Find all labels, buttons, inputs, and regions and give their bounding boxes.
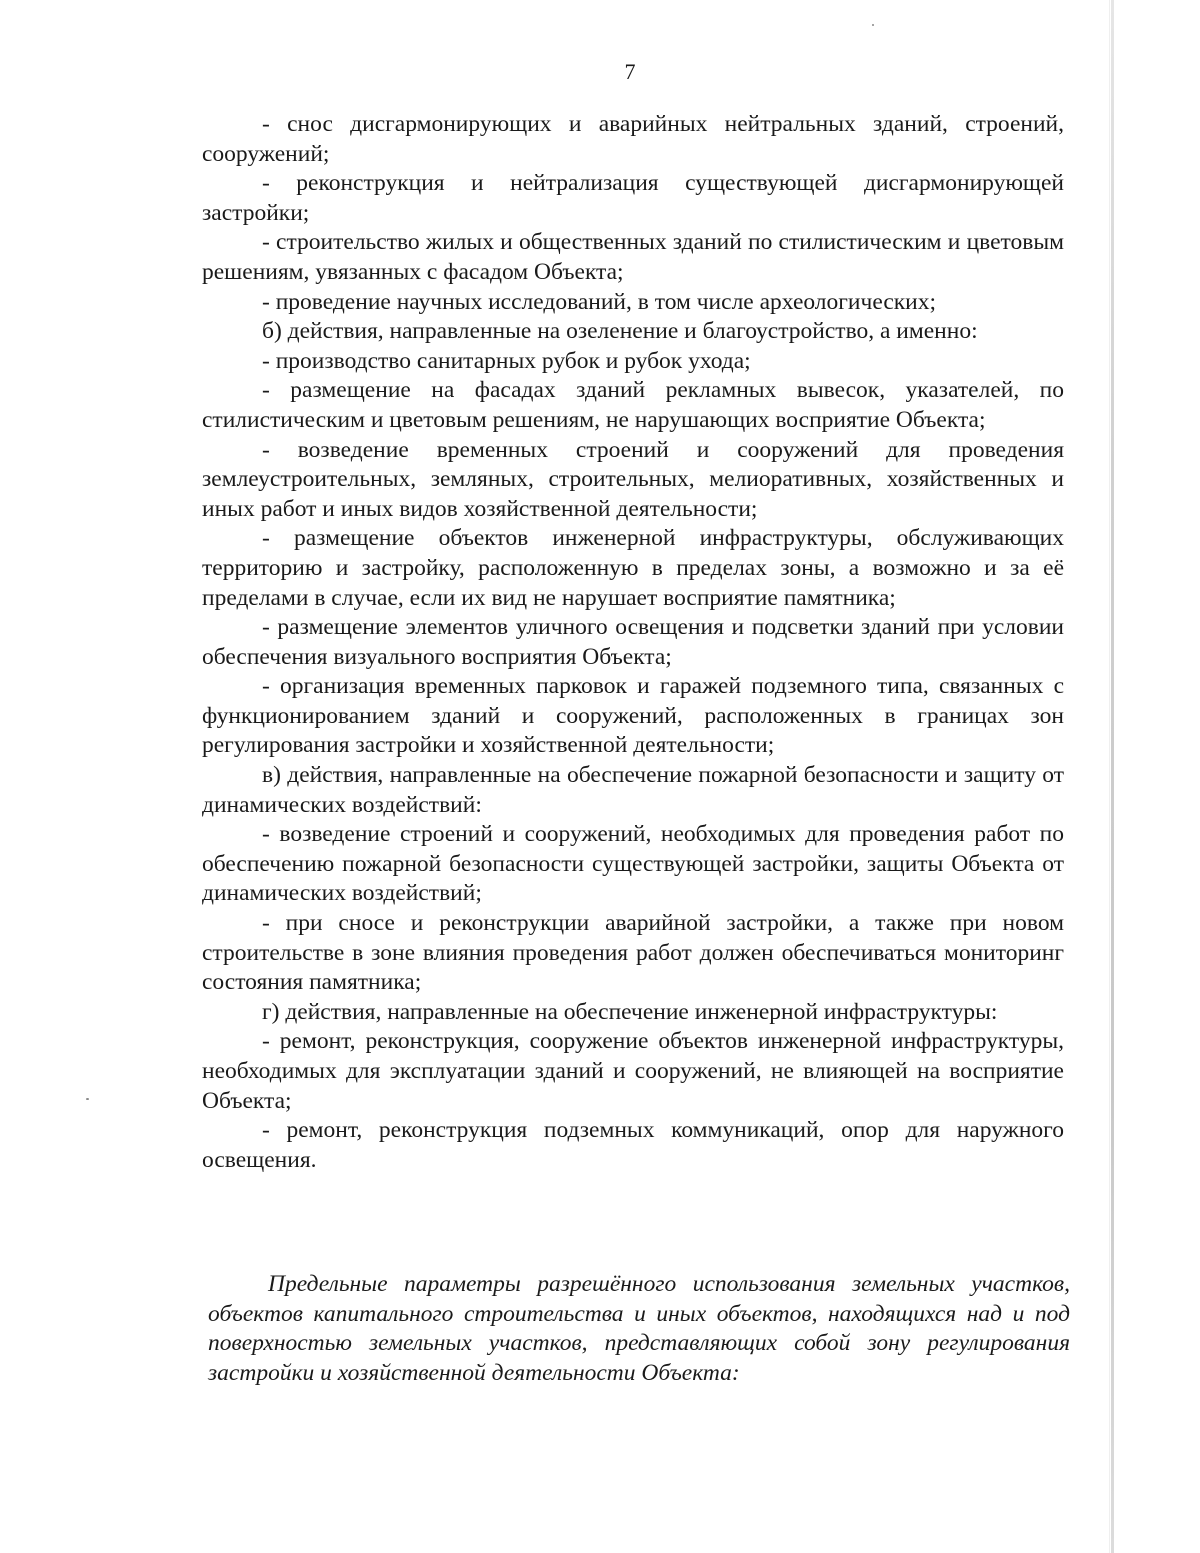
section-heading: Предельные параметры разрешённого использования земельных участков, объектов капитального строительства и иных объектов, находящихся над и под поверхностью земельных участков, представляющих собой зону регулирования застройки и хозяйственной деятельности Объекта: <box>208 1271 1070 1386</box>
list-item: - производство санитарных рубок и рубок ухода; <box>262 347 751 374</box>
list-item: - возведение временных строений и сооружений для проведения землеустроительных, земляных, строительных, мелиоративных, хозяйственных и иных работ и иных видов хозяйственной деятельности; <box>202 436 1064 522</box>
list-item: - проведение научных исследований, в том числе археологических; <box>262 288 937 315</box>
subsection-item: в) действия, направленные на обеспечение пожарной безопасности и защиту от динамических воздействий: <box>202 762 1064 818</box>
list-item: - снос дисгармонирующих и аварийных нейтральных зданий, строений, сооружений; <box>202 111 1064 167</box>
scan-edge-shadow <box>1109 0 1110 1553</box>
scan-speck <box>86 1098 89 1100</box>
page-number: 7 <box>624 59 636 84</box>
subsection-item: г) действия, направленные на обеспечение инженерной инфраструктуры: <box>262 998 998 1025</box>
list-item: - организация временных парковок и гаражей подземного типа, связанных с функционированием зданий и сооружений, расположенных в границах зон регулирования застройки и хозяйственной деятельности; <box>202 673 1064 759</box>
list-item: - реконструкция и нейтрализация существующей дисгармонирующей застройки; <box>202 170 1064 226</box>
list-item: - ремонт, реконструкция подземных коммуникаций, опор для наружного освещения. <box>202 1117 1064 1173</box>
subsection-item: б) действия, направленные на озеленение и благоустройство, а именно: <box>262 318 978 345</box>
list-item: - размещение объектов инженерной инфраструктуры, обслуживающих территорию и застройку, расположенную в пределах зоны, а возможно и за её пределами в случае, если их вид не нарушает восприятие памятника; <box>202 525 1064 611</box>
list-item: - при сносе и реконструкции аварийной застройки, а также при новом строительстве в зоне влияния проведения работ должен обеспечиваться мониторинг состояния памятника; <box>202 910 1064 996</box>
list-item: - размещение элементов уличного освещения и подсветки зданий при условии обеспечения визуального восприятия Объекта; <box>202 614 1064 670</box>
scan-edge <box>1111 0 1114 1553</box>
list-item: - возведение строений и сооружений, необходимых для проведения работ по обеспечению пожарной безопасности существующей застройки, защиты Объекта от динамических воздействий; <box>202 821 1064 907</box>
list-item: - ремонт, реконструкция, сооружение объектов инженерной инфраструктуры, необходимых для эксплуатации зданий и сооружений, не влияющей на восприятие Объекта; <box>202 1028 1064 1114</box>
scan-speck <box>872 24 874 26</box>
document-body <box>202 110 1064 1175</box>
list-item: - размещение на фасадах зданий рекламных вывесок, указателей, по стилистическим и цветовым решениям, не нарушающих восприятие Объекта; <box>202 377 1064 433</box>
list-item: - строительство жилых и общественных зданий по стилистическим и цветовым решениям, увязанных с фасадом Объекта; <box>202 229 1064 285</box>
